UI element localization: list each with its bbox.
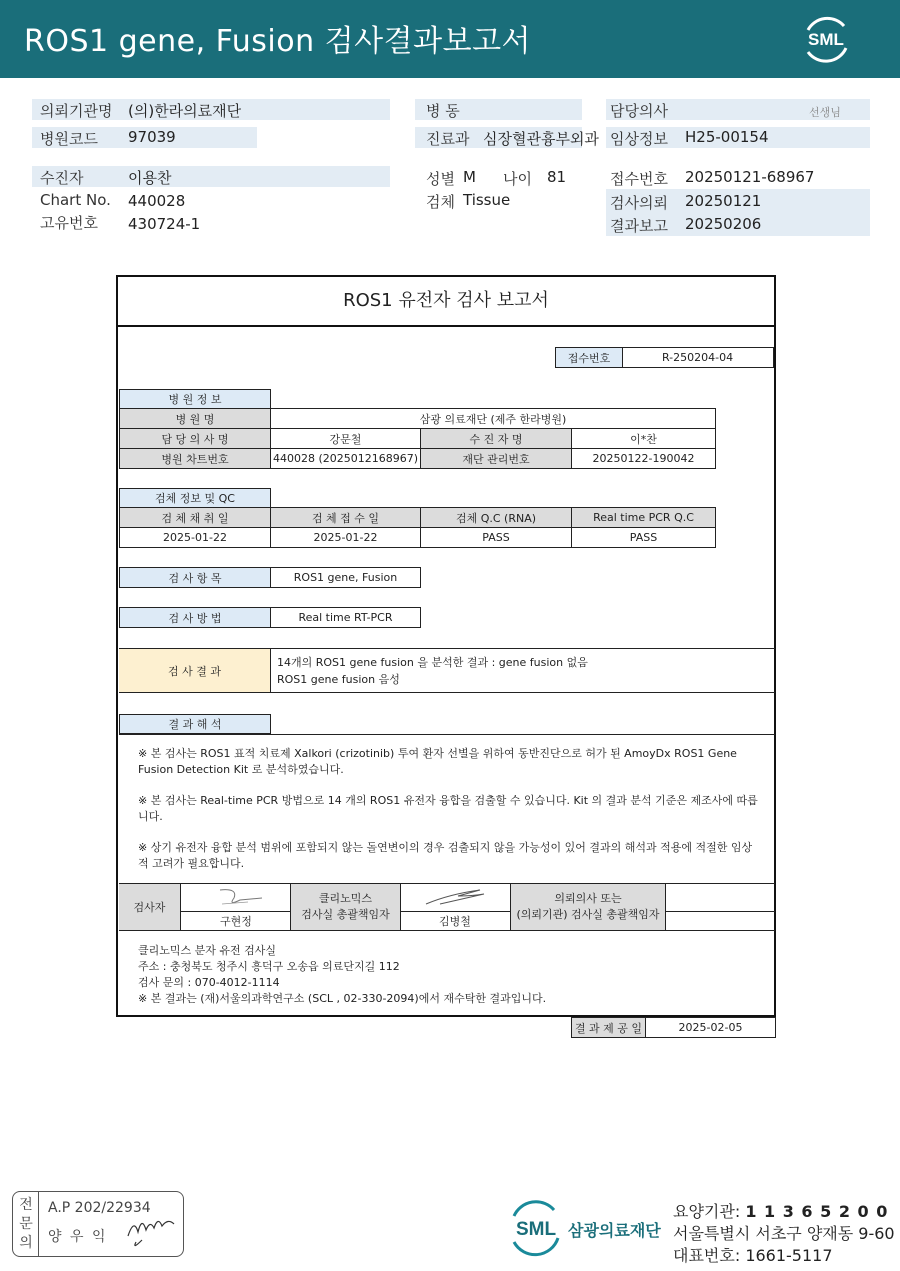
doctor-name-value: 강문철: [270, 428, 421, 449]
chart-no-label: Chart No.: [40, 191, 111, 209]
age-value: 81: [547, 168, 567, 186]
lab-phone: 검사 문의 : 070-4012-1114: [138, 976, 280, 989]
org-logo-text: SML: [515, 1219, 557, 1240]
interp-note-2: ※ 본 검사는 Real-time PCR 방법으로 14 개의 ROS1 유전자 융합을 검출할 수 있습니다. Kit 의 결과 분석 기준은 제조사에 따릅니다.: [138, 794, 758, 823]
request-date-value: 20250121: [685, 192, 762, 210]
provider-label: 요양기관:: [673, 1202, 741, 1221]
stamp-signature-icon: [124, 1206, 182, 1250]
director-signature-icon: [410, 886, 500, 910]
org-logo-icon: [508, 1198, 564, 1258]
logo-text: SML: [808, 30, 844, 49]
org-address: 서울특별시 서초구 양재동 9-60: [673, 1224, 895, 1243]
chart-number-value: 440028 (2025012168967): [270, 448, 421, 469]
test-item-label: 검 사 항 목: [119, 567, 271, 588]
sml-logo-icon: [800, 12, 852, 64]
patient-name-label: 수 진 자 명: [420, 428, 572, 449]
specimen-section-label: 검체 정보 및 QC: [119, 488, 271, 508]
lab-note: ※ 본 결과는 (재)서울의과학연구소 (SCL , 02-330-2094)에서 재수탁한 결과입니다.: [138, 992, 547, 1005]
result-date-label: 결과보고: [610, 217, 668, 235]
interp-note-3: ※ 상기 유전자 융합 분석 범위에 포함되지 않는 돌연변이의 경우 검출되지 않을 가능성이 있어 결과의 해석과 적용에 적절한 임상적 고려가 필요합니다.: [138, 841, 753, 870]
hospital-section-label: 병 원 정 보: [119, 389, 271, 409]
collect-date-label: 검 체 채 취 일: [119, 507, 271, 528]
report-reception-value: R-250204-04: [622, 347, 774, 368]
provided-date-label: 결 과 제 공 일: [571, 1017, 646, 1038]
doctor-label: 담당의사: [610, 102, 668, 120]
chart-no-value: 440028: [128, 192, 186, 210]
patient-label: 수진자: [40, 169, 84, 187]
result-label: 검 사 결 과: [119, 649, 271, 692]
unique-no-value: 430724-1: [128, 215, 201, 233]
interp-note-1: ※ 본 검사는 ROS1 표적 치료제 Xalkori (crizotinib) 투여 환자 선별을 위하여 동반진단으로 허가 된 AmoyDx ROS1 Gene Fusion Detection Kit 로 분석하였습니다.: [138, 747, 737, 776]
provider-number: 1 1 3 6 5 2 0 0: [745, 1202, 889, 1221]
org-value: (의)한라의료재단: [128, 102, 242, 120]
receive-date-label: 검 체 접 수 일: [270, 507, 421, 528]
age-label: 나이: [503, 170, 532, 188]
unique-no-label: 고유번호: [40, 214, 98, 232]
requester-label-line-2: (의뢰기관) 검사실 총괄책임자: [516, 908, 660, 921]
result-line-1: 14개의 ROS1 gene fusion 을 분석한 결과 : gene fusion 없음: [277, 656, 588, 669]
reception-label: 접수번호: [610, 170, 668, 188]
specimen-value: Tissue: [463, 191, 511, 209]
requester-label-line-1: 의뢰의사 또는: [554, 892, 622, 905]
report-title: ROS1 유전자 검사 보고서: [118, 277, 774, 327]
stamp-label: 전문의: [19, 1197, 33, 1251]
qc-pcr-value: PASS: [571, 527, 716, 548]
page-title: ROS1 gene, Fusion 검사결과보고서: [24, 24, 532, 59]
code-value: 97039: [128, 128, 176, 146]
patient-value: 이용찬: [128, 169, 172, 187]
header-bar: [0, 0, 900, 78]
receive-date-value: 2025-01-22: [270, 527, 421, 548]
method-value: Real time RT-PCR: [270, 607, 421, 628]
phone-label: 대표번호:: [673, 1246, 741, 1265]
stamp-code: A.P 202/22934: [48, 1200, 151, 1216]
interp-label: 결 과 해 석: [119, 714, 271, 734]
examiner-name: 구현정: [181, 911, 291, 930]
provider-row: [673, 1199, 888, 1222]
director-label-line-2: 검사실 총괄책임자: [301, 908, 390, 921]
qc-pcr-label: Real time PCR Q.C: [571, 507, 716, 528]
mgmt-number-value: 20250122-190042: [571, 448, 716, 469]
chart-number-label: 병원 차트번호: [119, 448, 271, 469]
lab-name: 클리노믹스 분자 유전 검사실: [138, 944, 277, 957]
qc-rna-label: 검체 Q.C (RNA): [420, 507, 572, 528]
patient-name-value: 이*찬: [571, 428, 716, 449]
hospital-name-label: 병 원 명: [119, 408, 271, 429]
director-label: [291, 884, 400, 930]
request-date-label: 검사의뢰: [610, 194, 668, 212]
report-reception-label: 접수번호: [555, 347, 623, 368]
examiner-signature-icon: [200, 886, 270, 910]
result-line-2: ROS1 gene fusion 음성: [277, 673, 400, 686]
stamp-name: 양 우 익: [48, 1229, 108, 1245]
lab-address: 주소 : 충청북도 청주시 흥덕구 오송읍 의료단지길 112: [138, 960, 400, 973]
mgmt-number-label: 재단 관리번호: [420, 448, 572, 469]
qc-rna-value: PASS: [420, 527, 572, 548]
sex-value: M: [463, 168, 476, 186]
dept-label: 진료과: [426, 130, 470, 148]
specimen-label: 검체: [426, 193, 455, 211]
method-label: 검 사 방 법: [119, 607, 271, 628]
result-date-value: 20250206: [685, 215, 762, 233]
provided-date-value: 2025-02-05: [645, 1017, 776, 1038]
reception-value: 20250121-68967: [685, 168, 815, 186]
org-label: 의뢰기관명: [40, 102, 113, 120]
collect-date-value: 2025-01-22: [119, 527, 271, 548]
code-label: 병원코드: [40, 130, 98, 148]
director-label-line-1: 클리노믹스: [318, 892, 373, 905]
director-name: 김병철: [400, 911, 510, 930]
phone-row: [673, 1243, 833, 1266]
dept-value: 심장혈관흉부외과: [483, 130, 599, 148]
requester-label: [511, 884, 665, 930]
examiner-label: 검사자: [119, 884, 181, 930]
phone-number: 1661-5117: [745, 1246, 833, 1265]
sex-label: 성별: [426, 170, 455, 188]
clinical-value: H25-00154: [685, 128, 769, 146]
patient-band: [32, 166, 390, 187]
doctor-name-label: 담 당 의 사 명: [119, 428, 271, 449]
org-name: 삼광의료재단: [568, 1221, 661, 1240]
clinical-label: 임상정보: [610, 130, 668, 148]
doctor-suffix: 선생님: [809, 106, 841, 119]
test-item-value: ROS1 gene, Fusion: [270, 567, 421, 588]
ward-label: 병 동: [426, 102, 460, 120]
hospital-name-value: 삼광 의료재단 (제주 한라병원): [270, 408, 716, 429]
